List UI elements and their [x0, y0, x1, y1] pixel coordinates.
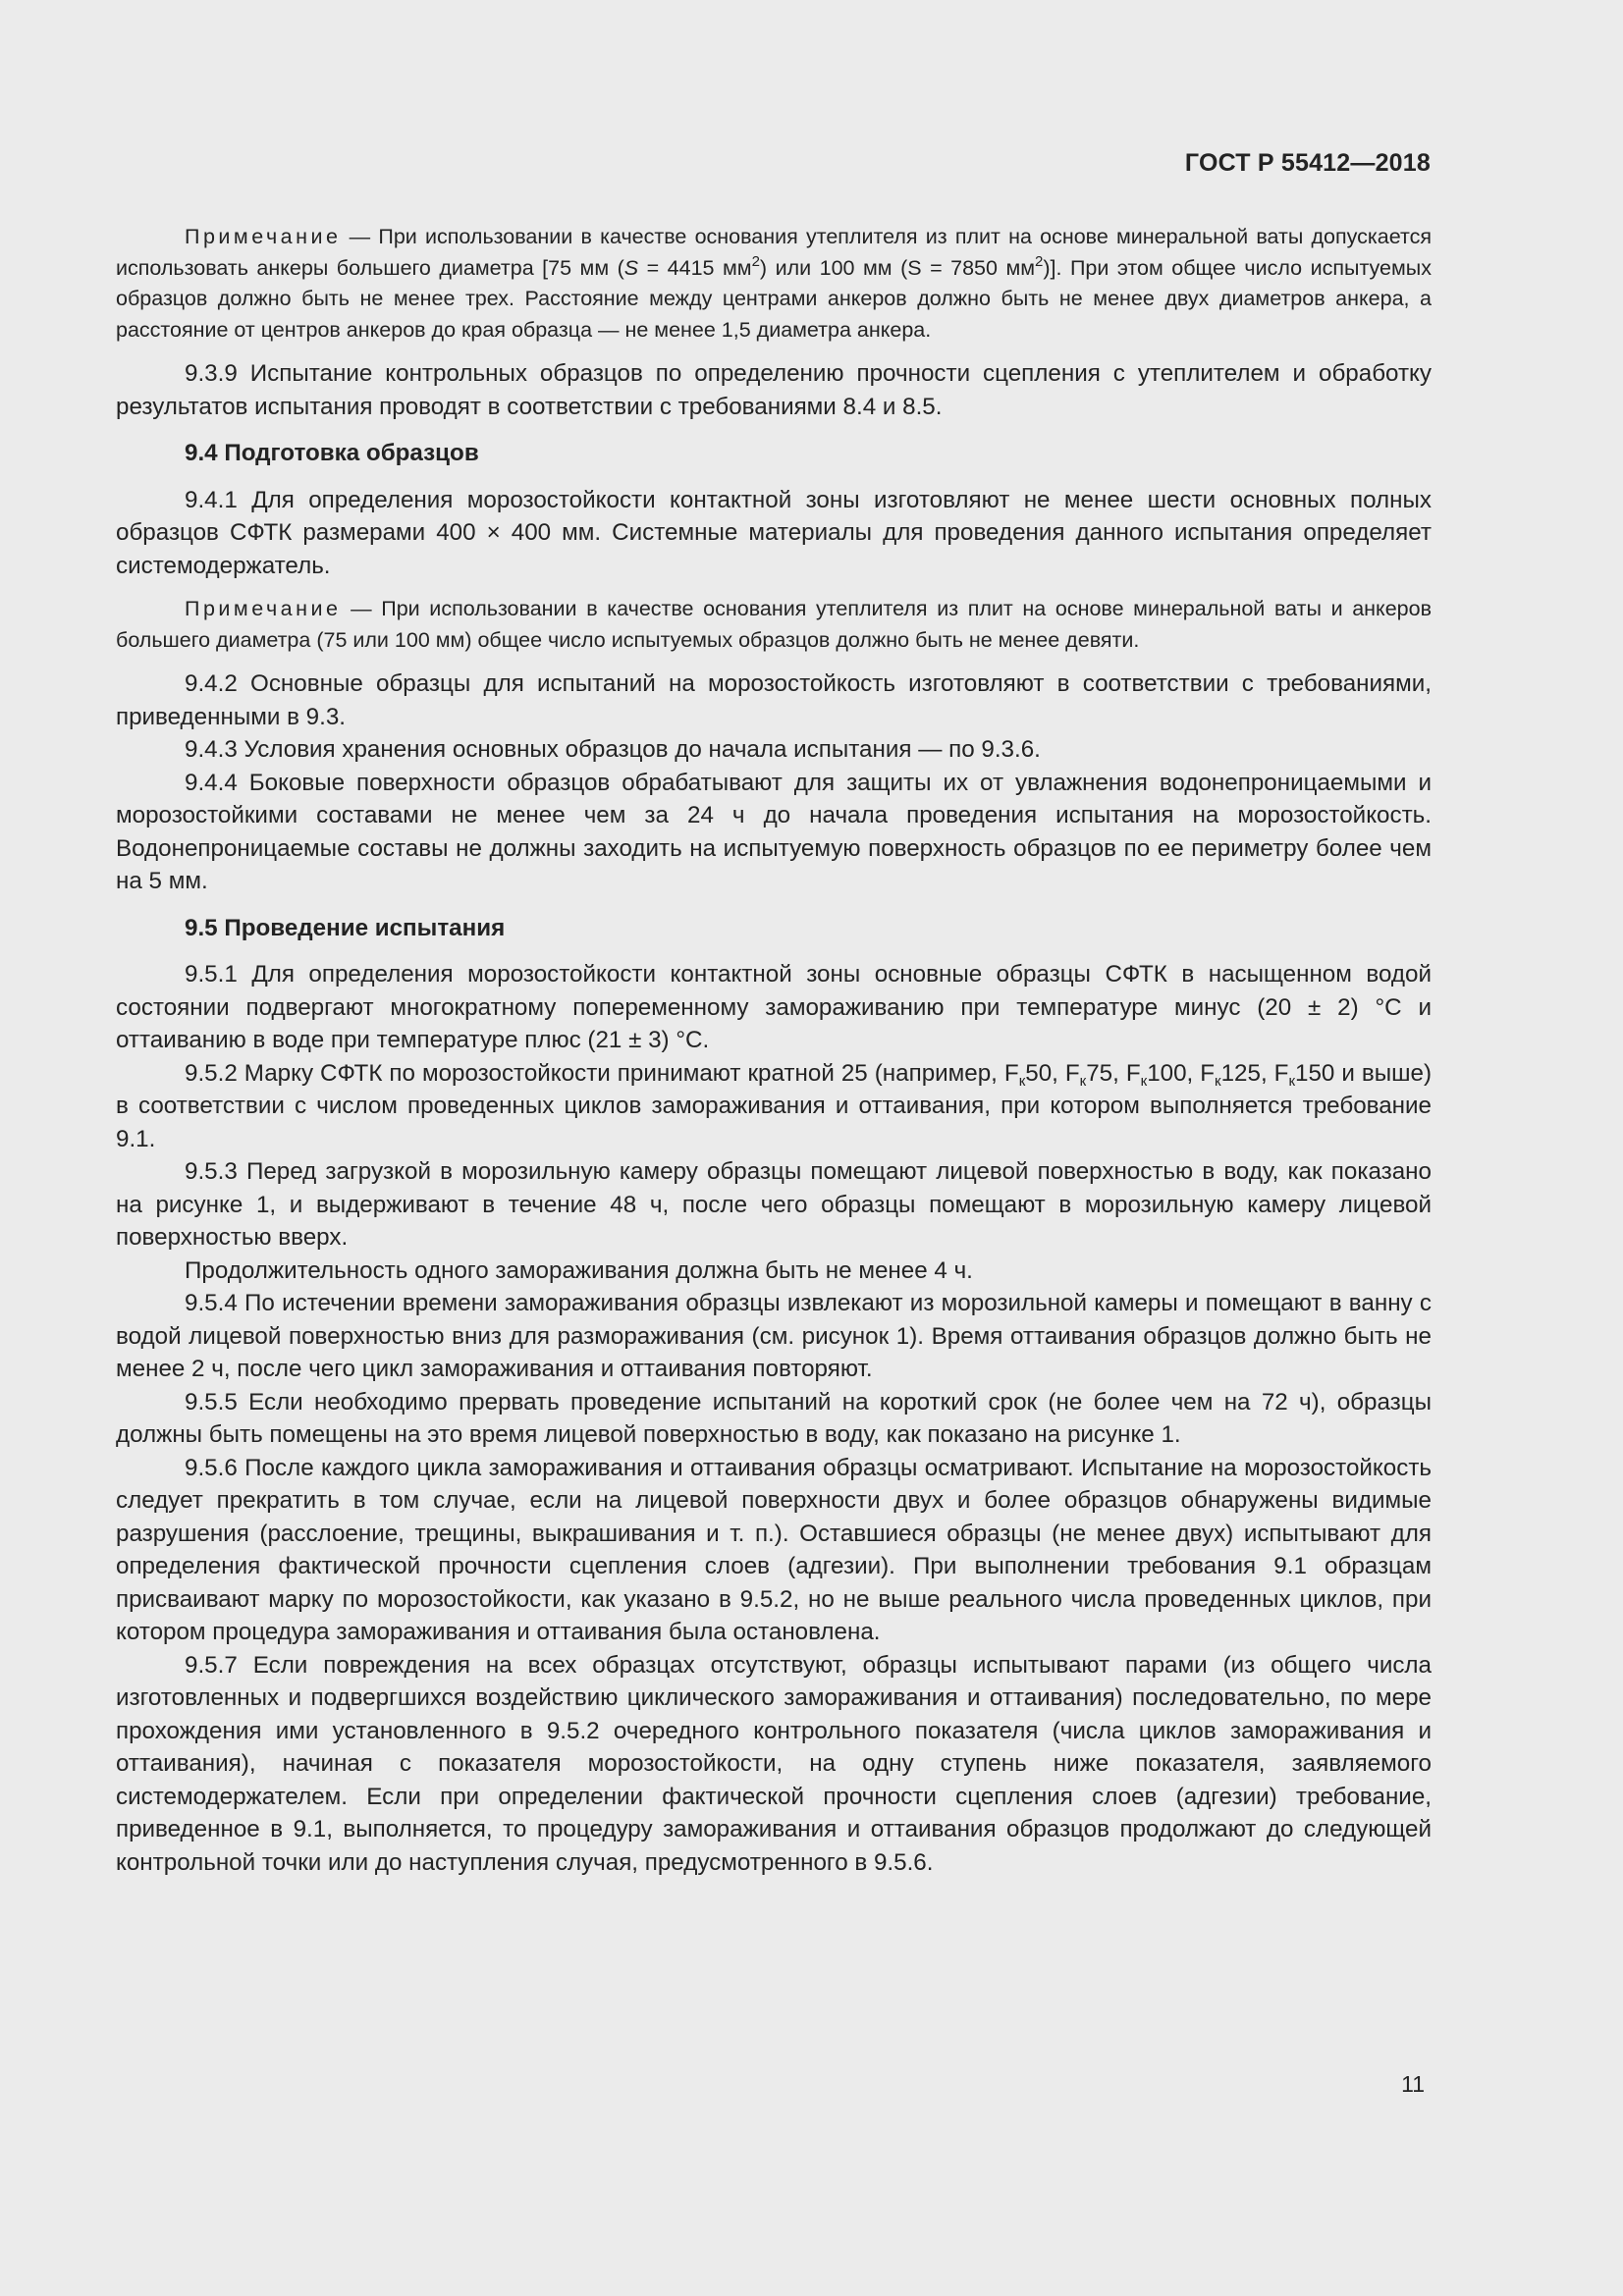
note-samples-count: Примечание — При использовании в качестве основания утеплителя из плит на основе минеральной ваты и анкеров большего диаметра (75 или 100 мм) общее число испытуемых образцов должно быть не менее девяти. [116, 597, 1432, 652]
paragraph-9-4-1: 9.4.1 Для определения морозостойкости контактной зоны изготовляют не менее шести основных полных образцов СФТК размерами 400 × 400 мм. Системные материалы для проведения данного испытания определяет системодержатель. [116, 486, 1432, 579]
page-number: 11 [1401, 2071, 1425, 2097]
paragraph-9-5-7: 9.5.7 Если повреждения на всех образцах отсутствуют, образцы испытывают парами (из общего числа изготовленных и подвергшихся воздействию циклического замораживания и оттаивания) последовательно, по мере прохождения ими установленного в 9.5.2 очередного контрольного показателя (числа циклов замораживания и оттаивания), начиная с показателя морозостойкости, на одну ступень ниже показателя, заявляемого системодержателем. Если при определении фактической прочности сцепления слоев (адгезии) требование, приведенное в 9.1, выполняется, то процедуру замораживания и оттаивания образцов продолжают до следующей контрольной точки или до наступления случая, предусмотренного в 9.5.6. [116, 1651, 1432, 1876]
paragraph-9-4-3: 9.4.3 Условия хранения основных образцов до начала испытания — по 9.3.6. [185, 736, 1041, 763]
paragraph-9-4-2: 9.4.2 Основные образцы для испытаний на морозостойкость изготовляют в соответствии с требованиями, приведенными в 9.3. [116, 670, 1432, 730]
paragraph-9-5-3: 9.5.3 Перед загрузкой в морозильную камеру образцы помещают лицевой поверхностью в воду, как показано на рисунке 1, и выдерживают в течение 48 ч, после чего образцы помещают в морозильную камеру лицевой поверхностью вверх. [116, 1158, 1432, 1251]
paragraph-9-3-9: 9.3.9 Испытание контрольных образцов по определению прочности сцепления с утеплителем и обработку результатов испытания проводят в соответствии с требованиями 8.4 и 8.5. [116, 360, 1432, 420]
paragraph-9-5-5: 9.5.5 Если необходимо прервать проведение испытаний на короткий срок (не более чем на 72 ч), образцы должны быть помещены на это время лицевой поверхностью в воду, как показано на рисунке 1. [116, 1388, 1432, 1448]
paragraph-9-5-3-duration: Продолжительность одного замораживания должна быть не менее 4 ч. [185, 1256, 973, 1284]
note-label: Примечание [185, 597, 342, 620]
paragraph-9-4-4: 9.4.4 Боковые поверхности образцов обрабатывают для защиты их от увлажнения водонепроницаемыми и морозостойкими составами не менее чем за 24 ч до начала проведения испытания на морозостойкость. Водонепроницаемые составы не должны заходить на испытуемую поверхность образцов по ее периметру более чем на 5 мм. [116, 769, 1432, 894]
note-label: Примечание [185, 225, 342, 248]
paragraph-9-5-1: 9.5.1 Для определения морозостойкости контактной зоны основные образцы СФТК в насыщенном водой состоянии подвергают многократному попеременному замораживанию при температуре минус (20 ± 2) °С и оттаиванию в воде при температуре плюс (21 ± 3) °С. [116, 961, 1432, 1053]
section-heading-9-4: 9.4 Подготовка образцов [185, 440, 479, 466]
page-body [116, 222, 1432, 1879]
section-heading-9-5: 9.5 Проведение испытания [185, 914, 506, 941]
paragraph-9-5-6: 9.5.6 После каждого цикла замораживания и оттаивания образцы осматривают. Испытание на морозостойкость следует прекратить в том случае, если на лицевой поверхности двух и более образцов обнаружены видимые разрушения (расслоение, трещины, выкрашивания и т. п.). Оставшиеся образцы (не менее двух) испытывают для определения фактической прочности сцепления слоев (адгезии). При выполнении требования 9.1 образцам присваивают марку по морозостойкости, как указано в 9.5.2, но не выше реального числа проведенных циклов, при котором процедура замораживания и оттаивания была остановлена. [116, 1454, 1432, 1645]
paragraph-9-5-4: 9.5.4 По истечении времени замораживания образцы извлекают из морозильной камеры и помещают в ванну с водой лицевой поверхностью вниз для размораживания (см. рисунок 1). Время оттаивания образцов должно быть не менее 2 ч, после чего цикл замораживания и оттаивания повторяют. [116, 1290, 1432, 1382]
document-code-header: ГОСТ Р 55412—2018 [1184, 149, 1431, 177]
note-anchors: Примечание — При использовании в качестве основания утеплителя из плит на основе минеральной ваты допускается использовать анкеры большего диаметра [75 мм (S = 4415 $мм^2$) или 100 мм (S = 7850 $мм^2$)]. При этом общее число испытуемых образцов должно быть не менее трех. Расстояние между центрами анкеров должно быть не менее двух диаметров анкера, а расстояние от центров анкеров до края образца — не менее 1,5 диаметра анкера. [116, 225, 1432, 342]
paragraph-9-5-2: 9.5.2 Марку СФТК по морозостойкости принимают кратной 25 (например, $F_к50$, $F_к75$, $F_к100$, $F_к125$, $F_к150$ и выше) в соответствии с числом проведенных циклов замораживания и оттаивания, при котором выполняется требование 9.1. [116, 1059, 1433, 1152]
